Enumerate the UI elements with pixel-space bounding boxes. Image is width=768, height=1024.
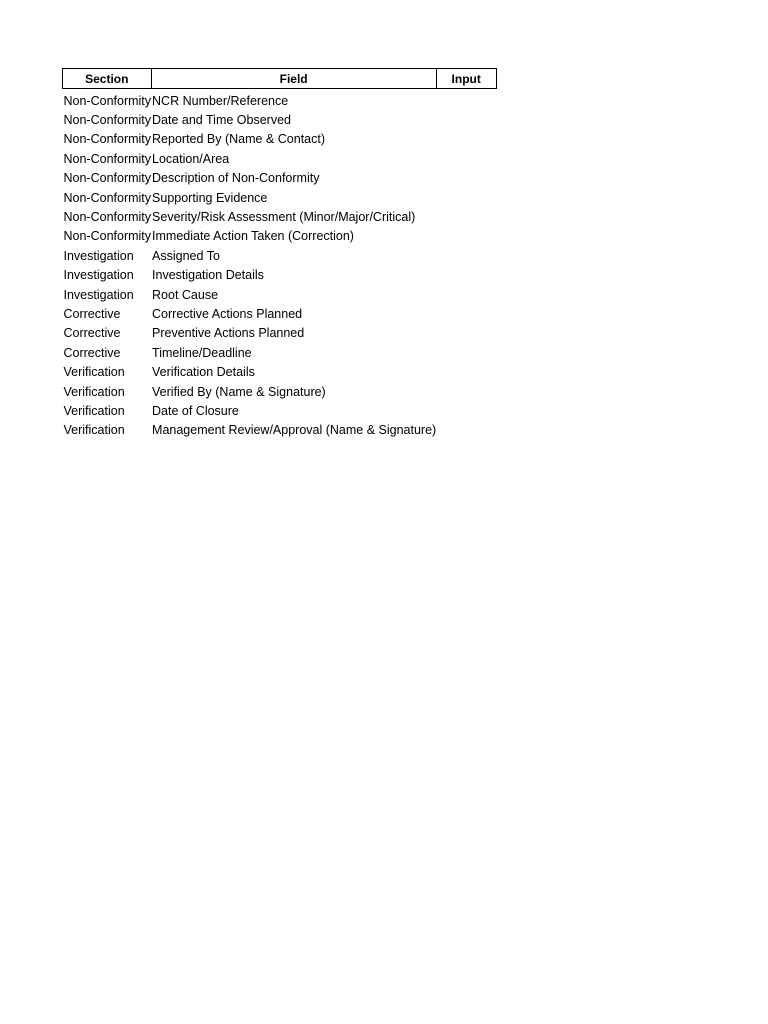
field-cell[interactable]: Verification Details (152, 365, 255, 380)
section-cell[interactable]: Non-Conformity (63, 132, 152, 147)
section-cell[interactable]: Non-Conformity (63, 151, 152, 166)
field-cell[interactable]: Verified By (Name & Signature) (152, 384, 326, 399)
field-cell[interactable]: Reported By (Name & Contact) (152, 132, 326, 147)
table-body (63, 89, 497, 441)
input-cell[interactable] (436, 207, 496, 226)
table-row (63, 110, 497, 129)
input-cell[interactable] (436, 382, 496, 401)
field-cell[interactable]: NCR Number/Reference (152, 93, 289, 108)
section-cell[interactable]: Investigation (63, 248, 134, 263)
input-cell[interactable] (436, 266, 496, 285)
table-row (63, 362, 497, 381)
header-section[interactable]: Section (63, 69, 152, 89)
input-cell[interactable] (436, 91, 496, 110)
section-cell[interactable]: Verification (63, 403, 125, 418)
header-input[interactable]: Input (436, 69, 496, 89)
table-row (63, 401, 497, 420)
section-cell[interactable]: Investigation (63, 287, 134, 302)
field-cell[interactable]: Severity/Risk Assessment (Minor/Major/Critical) (152, 210, 416, 225)
input-cell[interactable] (436, 169, 496, 188)
table-row (63, 227, 497, 246)
input-cell[interactable] (436, 362, 496, 381)
field-cell[interactable]: Management Review/Approval (Name & Signature) (152, 423, 437, 438)
field-cell[interactable]: Assigned To (152, 248, 220, 263)
input-cell[interactable] (436, 130, 496, 149)
section-cell[interactable]: Corrective (63, 306, 121, 321)
table-header (63, 69, 497, 89)
header-field[interactable]: Field (151, 69, 436, 89)
field-cell[interactable]: Supporting Evidence (152, 190, 268, 205)
section-cell[interactable]: Non-Conformity (63, 210, 152, 225)
table-row (63, 188, 497, 207)
input-cell[interactable] (436, 285, 496, 304)
section-cell[interactable]: Corrective (63, 345, 121, 360)
section-cell[interactable]: Non-Conformity (63, 190, 152, 205)
input-cell[interactable] (436, 343, 496, 362)
table-row (63, 343, 497, 362)
table-row (63, 324, 497, 343)
section-cell[interactable]: Non-Conformity (63, 93, 152, 108)
table-row (63, 421, 497, 440)
table-row (63, 130, 497, 149)
input-cell[interactable] (436, 246, 496, 265)
input-cell[interactable] (436, 110, 496, 129)
field-cell[interactable]: Date of Closure (152, 403, 239, 418)
input-cell[interactable] (436, 149, 496, 168)
form-table (62, 68, 497, 440)
field-cell[interactable]: Root Cause (152, 287, 219, 302)
table-row (63, 304, 497, 323)
section-cell[interactable]: Non-Conformity (63, 229, 152, 244)
table-row (63, 169, 497, 188)
field-cell[interactable]: Corrective Actions Planned (152, 306, 303, 321)
section-cell[interactable]: Non-Conformity (63, 113, 152, 128)
field-cell[interactable]: Timeline/Deadline (152, 345, 252, 360)
section-cell[interactable]: Verification (63, 423, 125, 438)
table-row (63, 266, 497, 285)
field-cell[interactable]: Immediate Action Taken (Correction) (152, 229, 354, 244)
spreadsheet-sheet (62, 68, 497, 440)
field-cell[interactable]: Location/Area (152, 151, 230, 166)
input-cell[interactable] (436, 401, 496, 420)
table-row (63, 91, 497, 110)
input-cell[interactable] (436, 188, 496, 207)
table-row (63, 285, 497, 304)
input-cell[interactable] (436, 421, 496, 440)
field-cell[interactable]: Description of Non-Conformity (152, 171, 320, 186)
table-row (63, 382, 497, 401)
section-cell[interactable]: Non-Conformity (63, 171, 152, 186)
input-cell[interactable] (436, 304, 496, 323)
section-cell[interactable]: Verification (63, 384, 125, 399)
input-cell[interactable] (436, 227, 496, 246)
table-row (63, 149, 497, 168)
input-cell[interactable] (436, 324, 496, 343)
section-cell[interactable]: Investigation (63, 268, 134, 283)
field-cell[interactable]: Preventive Actions Planned (152, 326, 305, 341)
table-row (63, 207, 497, 226)
section-cell[interactable]: Corrective (63, 326, 121, 341)
header-row (63, 69, 497, 89)
table-row (63, 246, 497, 265)
section-cell[interactable]: Verification (63, 365, 125, 380)
field-cell[interactable]: Investigation Details (152, 268, 264, 283)
field-cell[interactable]: Date and Time Observed (152, 113, 291, 128)
